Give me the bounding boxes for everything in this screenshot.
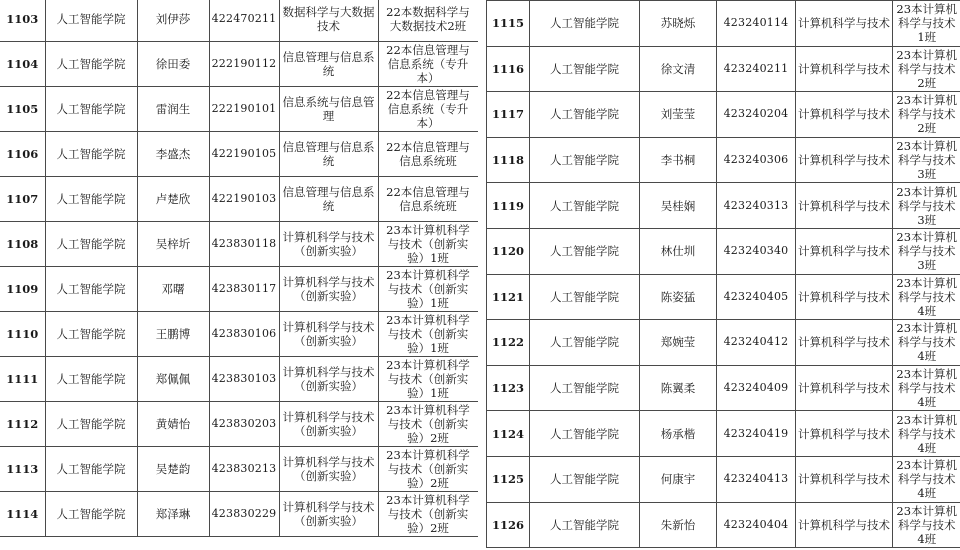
student-name-cell: 吴楚韵 xyxy=(137,447,209,492)
major-cell: 计算机科学与技术 xyxy=(796,183,893,229)
major-cell: 计算机科学与技术（创新实验） xyxy=(279,357,378,402)
table-row xyxy=(0,222,478,267)
row-number: 1105 xyxy=(0,87,45,132)
major-cell: 计算机科学与技术 xyxy=(796,502,893,548)
college-cell: 人工智能学院 xyxy=(530,456,640,502)
right-roster-body xyxy=(487,1,960,548)
student-name-cell: 陈翼柔 xyxy=(640,365,717,411)
table-row xyxy=(0,132,478,177)
row-number: 1108 xyxy=(0,222,45,267)
major-cell: 计算机科学与技术 xyxy=(796,1,893,47)
college-cell: 人工智能学院 xyxy=(530,228,640,274)
college-cell: 人工智能学院 xyxy=(530,502,640,548)
college-cell: 人工智能学院 xyxy=(45,222,137,267)
row-number: 1115 xyxy=(487,1,530,47)
student-name-cell: 徐田委 xyxy=(137,42,209,87)
college-cell: 人工智能学院 xyxy=(45,492,137,537)
class-cell: 23本计算机科学与技术3班 xyxy=(893,183,960,229)
student-name-cell: 邓曙 xyxy=(137,267,209,312)
student-name-cell: 何康宇 xyxy=(640,456,717,502)
class-cell: 23本计算机科学与技术（创新实验）2班 xyxy=(378,492,478,537)
student-id-cell: 423240114 xyxy=(717,1,796,47)
college-cell: 人工智能学院 xyxy=(45,312,137,357)
major-cell: 计算机科学与技术 xyxy=(796,92,893,138)
student-id-cell: 423830229 xyxy=(209,492,279,537)
class-cell: 23本计算机科学与技术4班 xyxy=(893,274,960,320)
student-id-cell: 423830118 xyxy=(209,222,279,267)
college-cell: 人工智能学院 xyxy=(45,177,137,222)
row-number: 1123 xyxy=(487,365,530,411)
major-cell: 计算机科学与技术 xyxy=(796,46,893,92)
major-cell: 计算机科学与技术 xyxy=(796,320,893,366)
table-row xyxy=(487,320,960,366)
row-number: 1120 xyxy=(487,228,530,274)
major-cell: 计算机科学与技术 xyxy=(796,137,893,183)
student-id-cell: 423830106 xyxy=(209,312,279,357)
class-cell: 22本信息管理与信息系统班 xyxy=(378,177,478,222)
major-cell: 计算机科学与技术 xyxy=(796,365,893,411)
row-number: 1104 xyxy=(0,42,45,87)
major-cell: 数据科学与大数据技术 xyxy=(279,0,378,42)
student-name-cell: 徐文清 xyxy=(640,46,717,92)
student-name-cell: 李书桐 xyxy=(640,137,717,183)
class-cell: 23本计算机科学与技术（创新实验）1班 xyxy=(378,222,478,267)
left-roster-table xyxy=(0,0,479,537)
student-id-cell: 423240409 xyxy=(717,365,796,411)
student-name-cell: 陈姿猛 xyxy=(640,274,717,320)
table-row xyxy=(0,447,478,492)
student-id-cell: 422470211 xyxy=(209,0,279,42)
student-name-cell: 杨承楷 xyxy=(640,411,717,457)
college-cell: 人工智能学院 xyxy=(530,365,640,411)
student-id-cell: 423240419 xyxy=(717,411,796,457)
table-row xyxy=(487,137,960,183)
table-row xyxy=(0,492,478,537)
major-cell: 计算机科学与技术 xyxy=(796,411,893,457)
student-name-cell: 苏晓烁 xyxy=(640,1,717,47)
student-id-cell: 222190101 xyxy=(209,87,279,132)
left-roster-body xyxy=(0,0,478,537)
table-row xyxy=(487,183,960,229)
class-cell: 23本计算机科学与技术2班 xyxy=(893,46,960,92)
row-number: 1107 xyxy=(0,177,45,222)
student-id-cell: 423240404 xyxy=(717,502,796,548)
table-row xyxy=(487,92,960,138)
student-name-cell: 刘莹莹 xyxy=(640,92,717,138)
class-cell: 23本计算机科学与技术（创新实验）1班 xyxy=(378,312,478,357)
table-row xyxy=(487,46,960,92)
row-number: 1114 xyxy=(0,492,45,537)
student-name-cell: 林仕圳 xyxy=(640,228,717,274)
table-row xyxy=(487,365,960,411)
row-number: 1110 xyxy=(0,312,45,357)
class-cell: 22本信息管理与信息系统班 xyxy=(378,132,478,177)
table-row xyxy=(0,42,478,87)
row-number: 1113 xyxy=(0,447,45,492)
row-number: 1103 xyxy=(0,0,45,42)
row-number: 1109 xyxy=(0,267,45,312)
student-id-cell: 423240340 xyxy=(717,228,796,274)
college-cell: 人工智能学院 xyxy=(530,183,640,229)
student-id-cell: 423240405 xyxy=(717,274,796,320)
student-id-cell: 423240413 xyxy=(717,456,796,502)
student-id-cell: 222190112 xyxy=(209,42,279,87)
table-row xyxy=(487,502,960,548)
row-number: 1126 xyxy=(487,502,530,548)
student-id-cell: 423240211 xyxy=(717,46,796,92)
row-number: 1106 xyxy=(0,132,45,177)
class-cell: 22本信息管理与信息系统（专升本） xyxy=(378,87,478,132)
college-cell: 人工智能学院 xyxy=(45,357,137,402)
table-row xyxy=(0,0,478,42)
table-row xyxy=(0,177,478,222)
student-name-cell: 吴桂娴 xyxy=(640,183,717,229)
class-cell: 23本计算机科学与技术4班 xyxy=(893,502,960,548)
college-cell: 人工智能学院 xyxy=(530,1,640,47)
student-id-cell: 423830103 xyxy=(209,357,279,402)
student-name-cell: 朱新怡 xyxy=(640,502,717,548)
student-id-cell: 423240313 xyxy=(717,183,796,229)
class-cell: 23本计算机科学与技术4班 xyxy=(893,411,960,457)
table-row xyxy=(487,1,960,47)
student-id-cell: 422190105 xyxy=(209,132,279,177)
table-row xyxy=(0,357,478,402)
table-row xyxy=(487,228,960,274)
college-cell: 人工智能学院 xyxy=(530,137,640,183)
class-cell: 23本计算机科学与技术（创新实验）1班 xyxy=(378,267,478,312)
row-number: 1119 xyxy=(487,183,530,229)
major-cell: 计算机科学与技术 xyxy=(796,456,893,502)
college-cell: 人工智能学院 xyxy=(45,267,137,312)
major-cell: 信息管理与信息系统 xyxy=(279,177,378,222)
class-cell: 23本计算机科学与技术4班 xyxy=(893,365,960,411)
college-cell: 人工智能学院 xyxy=(530,92,640,138)
table-row xyxy=(487,456,960,502)
table-row xyxy=(0,312,478,357)
row-number: 1122 xyxy=(487,320,530,366)
student-name-cell: 刘伊莎 xyxy=(137,0,209,42)
class-cell: 23本计算机科学与技术3班 xyxy=(893,228,960,274)
class-cell: 23本计算机科学与技术2班 xyxy=(893,92,960,138)
major-cell: 计算机科学与技术（创新实验） xyxy=(279,267,378,312)
student-id-cell: 423240204 xyxy=(717,92,796,138)
college-cell: 人工智能学院 xyxy=(530,274,640,320)
college-cell: 人工智能学院 xyxy=(45,0,137,42)
row-number: 1125 xyxy=(487,456,530,502)
student-name-cell: 李盛杰 xyxy=(137,132,209,177)
class-cell: 23本计算机科学与技术3班 xyxy=(893,137,960,183)
table-row xyxy=(0,267,478,312)
class-cell: 23本计算机科学与技术（创新实验）2班 xyxy=(378,402,478,447)
student-id-cell: 422190103 xyxy=(209,177,279,222)
class-cell: 23本计算机科学与技术（创新实验）2班 xyxy=(378,447,478,492)
college-cell: 人工智能学院 xyxy=(530,46,640,92)
table-row xyxy=(487,411,960,457)
student-name-cell: 郑佩佩 xyxy=(137,357,209,402)
table-row xyxy=(487,274,960,320)
row-number: 1116 xyxy=(487,46,530,92)
class-cell: 22本信息管理与信息系统（专升本） xyxy=(378,42,478,87)
college-cell: 人工智能学院 xyxy=(45,447,137,492)
class-cell: 23本计算机科学与技术4班 xyxy=(893,456,960,502)
student-name-cell: 郑婉莹 xyxy=(640,320,717,366)
student-name-cell: 卢楚欣 xyxy=(137,177,209,222)
college-cell: 人工智能学院 xyxy=(45,42,137,87)
major-cell: 计算机科学与技术（创新实验） xyxy=(279,447,378,492)
class-cell: 23本计算机科学与技术（创新实验）1班 xyxy=(378,357,478,402)
college-cell: 人工智能学院 xyxy=(45,402,137,447)
major-cell: 信息管理与信息系统 xyxy=(279,132,378,177)
student-name-cell: 王鹏博 xyxy=(137,312,209,357)
row-number: 1112 xyxy=(0,402,45,447)
major-cell: 计算机科学与技术（创新实验） xyxy=(279,312,378,357)
row-number: 1124 xyxy=(487,411,530,457)
student-id-cell: 423830213 xyxy=(209,447,279,492)
student-id-cell: 423240412 xyxy=(717,320,796,366)
column-gutter xyxy=(478,0,486,550)
student-id-cell: 423830203 xyxy=(209,402,279,447)
row-number: 1118 xyxy=(487,137,530,183)
major-cell: 计算机科学与技术 xyxy=(796,274,893,320)
college-cell: 人工智能学院 xyxy=(45,132,137,177)
table-row xyxy=(0,87,478,132)
college-cell: 人工智能学院 xyxy=(530,411,640,457)
student-id-cell: 423830117 xyxy=(209,267,279,312)
right-roster-table xyxy=(486,0,960,548)
college-cell: 人工智能学院 xyxy=(45,87,137,132)
major-cell: 计算机科学与技术（创新实验） xyxy=(279,402,378,447)
student-name-cell: 黄婧怡 xyxy=(137,402,209,447)
row-number: 1117 xyxy=(487,92,530,138)
student-name-cell: 吴梓圻 xyxy=(137,222,209,267)
row-number: 1111 xyxy=(0,357,45,402)
class-cell: 22本数据科学与大数据技术2班 xyxy=(378,0,478,42)
major-cell: 信息系统与信息管理 xyxy=(279,87,378,132)
major-cell: 计算机科学与技术（创新实验） xyxy=(279,222,378,267)
major-cell: 计算机科学与技术 xyxy=(796,228,893,274)
major-cell: 计算机科学与技术（创新实验） xyxy=(279,492,378,537)
student-name-cell: 雷润生 xyxy=(137,87,209,132)
student-name-cell: 郑泽琳 xyxy=(137,492,209,537)
student-id-cell: 423240306 xyxy=(717,137,796,183)
table-row xyxy=(0,402,478,447)
class-cell: 23本计算机科学与技术4班 xyxy=(893,320,960,366)
major-cell: 信息管理与信息系统 xyxy=(279,42,378,87)
class-cell: 23本计算机科学与技术1班 xyxy=(893,1,960,47)
college-cell: 人工智能学院 xyxy=(530,320,640,366)
row-number: 1121 xyxy=(487,274,530,320)
